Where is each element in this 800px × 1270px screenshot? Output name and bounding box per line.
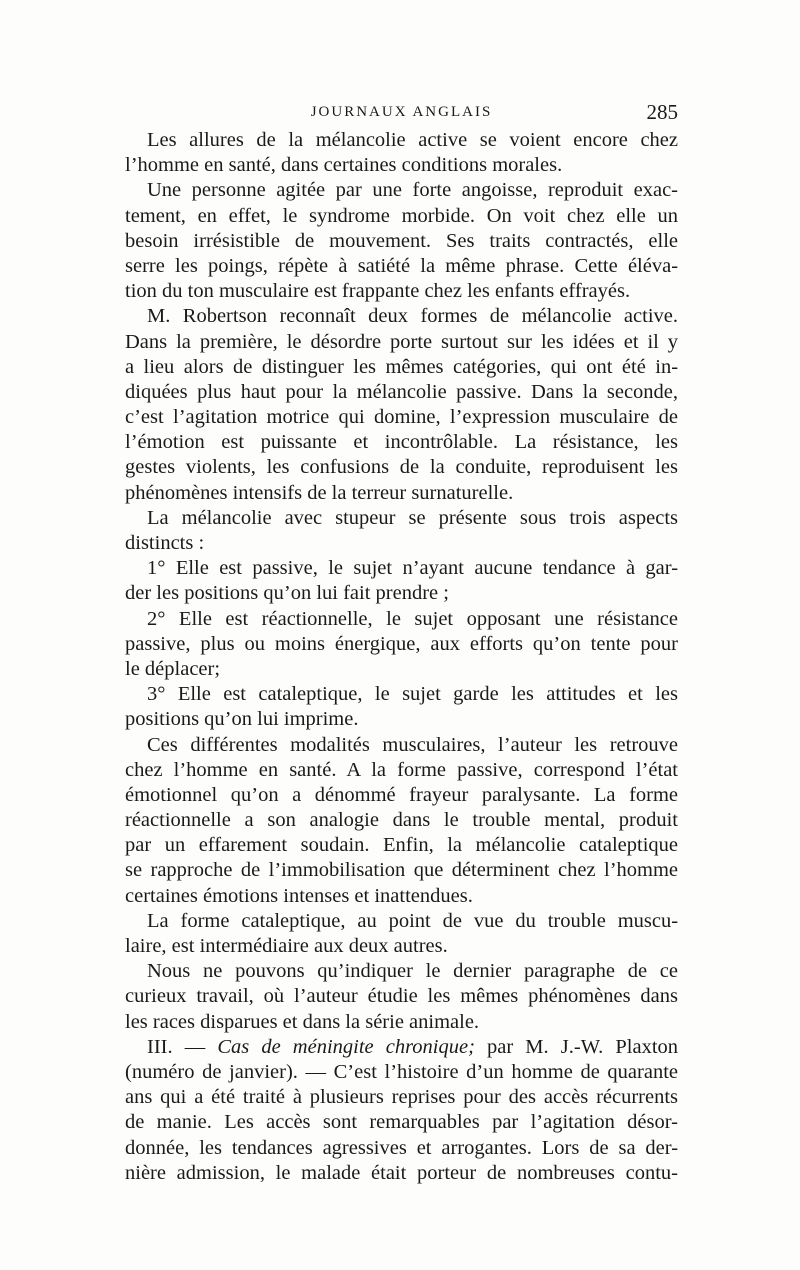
body-text bbox=[125, 128, 678, 1186]
running-head bbox=[125, 100, 678, 130]
text-line: 3° Elle est cataleptique, le sujet garde les attitudes et les bbox=[147, 683, 678, 706]
text-line: distincts : bbox=[125, 532, 205, 554]
text-line: se rapproche de l’immobilisation que déterminent chez l’homme bbox=[125, 859, 679, 882]
text-line: émotionnel qu’on a dénommé frayeur paralysante. La forme bbox=[125, 783, 679, 806]
text-line: c’est l’agitation motrice qui domine, l’expression musculaire de bbox=[125, 406, 678, 429]
text-line: Les allures de la mélancolie active se voient encore chez bbox=[147, 129, 679, 151]
text-line: nière admission, le malade était porteur de nombreuses contu- bbox=[125, 1161, 678, 1184]
text-line: réactionnelle a son analogie dans le trouble mental, produit bbox=[125, 809, 678, 832]
text-line: Une personne agitée par une forte angoisse, reproduit exac- bbox=[147, 179, 679, 202]
text-line: III. — Cas de méningite chronique; par M. J.-W. Plaxton bbox=[147, 1035, 679, 1058]
text-line: ans qui a été traité à plusieurs reprises pour des accès récurrents bbox=[125, 1086, 679, 1109]
text-line: der les positions qu’on lui fait prendre ; bbox=[125, 582, 449, 605]
running-title: JOURNAUX ANGLAIS bbox=[310, 104, 493, 120]
text-line: tion du ton musculaire est frappante chez les enfants effrayés. bbox=[125, 280, 631, 303]
text-line: M. Robertson reconnaît deux formes de mélancolie active. bbox=[147, 305, 678, 328]
text-line: curieux travail, où l’auteur étudie les mêmes phénomènes dans bbox=[125, 985, 679, 1008]
text-line: de manie. Les accès sont remarquables par l’agitation désor- bbox=[125, 1111, 678, 1134]
text-line: l’homme en santé, dans certaines conditions morales. bbox=[125, 154, 563, 177]
text-line: passive, plus ou moins énergique, aux efforts qu’on tente pour bbox=[125, 632, 678, 655]
text-line: 1° Elle est passive, le sujet n’ayant aucune tendance à gar- bbox=[147, 557, 679, 580]
text-line: phénomènes intensifs de la terreur surnaturelle. bbox=[125, 481, 514, 504]
text-line: les races disparues et dans la série animale. bbox=[125, 1010, 480, 1033]
text-line: serre les poings, répète à satiété la même phrase. Cette éléva- bbox=[125, 254, 679, 277]
text-line: certaines émotions intenses et inattendues. bbox=[125, 884, 473, 907]
text-line: a lieu alors de distinguer les mêmes catégories, qui ont été in- bbox=[125, 355, 679, 378]
text-line: positions qu’on lui imprime. bbox=[125, 708, 359, 731]
text-line: laire, est intermédiaire aux deux autres. bbox=[125, 935, 448, 957]
text-line: le déplacer; bbox=[125, 657, 221, 680]
text-line: besoin irrésistible de mouvement. Ses traits contractés, elle bbox=[125, 229, 678, 252]
text-line: par un effarement soudain. Enfin, la mélancolie cataleptique bbox=[125, 834, 678, 857]
text-line: 2° Elle est réactionnelle, le sujet opposant une résistance bbox=[147, 607, 678, 630]
text-line: chez l’homme en santé. A la forme passive, correspond l’état bbox=[125, 758, 678, 781]
text-line: Nous ne pouvons qu’indiquer le dernier paragraphe de ce bbox=[147, 960, 678, 983]
text-line: La forme cataleptique, au point de vue du trouble muscu- bbox=[147, 909, 679, 932]
text-line: donnée, les tendances agressives et arrogantes. Lors de sa der- bbox=[125, 1136, 679, 1159]
text-line: La mélancolie avec stupeur se présente sous trois aspects bbox=[147, 506, 678, 529]
text-line: tement, en effet, le syndrome morbide. On voit chez elle un bbox=[125, 204, 678, 227]
text-line: gestes violents, les confusions de la conduite, reproduisent les bbox=[125, 456, 678, 479]
page-number: 285 bbox=[646, 100, 678, 124]
text-line: Dans la première, le désordre porte surtout sur les idées et il y bbox=[125, 330, 679, 353]
text-line: Ces différentes modalités musculaires, l’auteur les retrouve bbox=[147, 733, 678, 756]
text-line: (numéro de janvier). — C’est l’histoire d’un homme de quarante bbox=[125, 1060, 678, 1083]
text-line: l’émotion est puissante et incontrôlable. La résistance, les bbox=[125, 431, 679, 454]
text-line: diquées plus haut pour la mélancolie passive. Dans la seconde, bbox=[125, 380, 679, 403]
